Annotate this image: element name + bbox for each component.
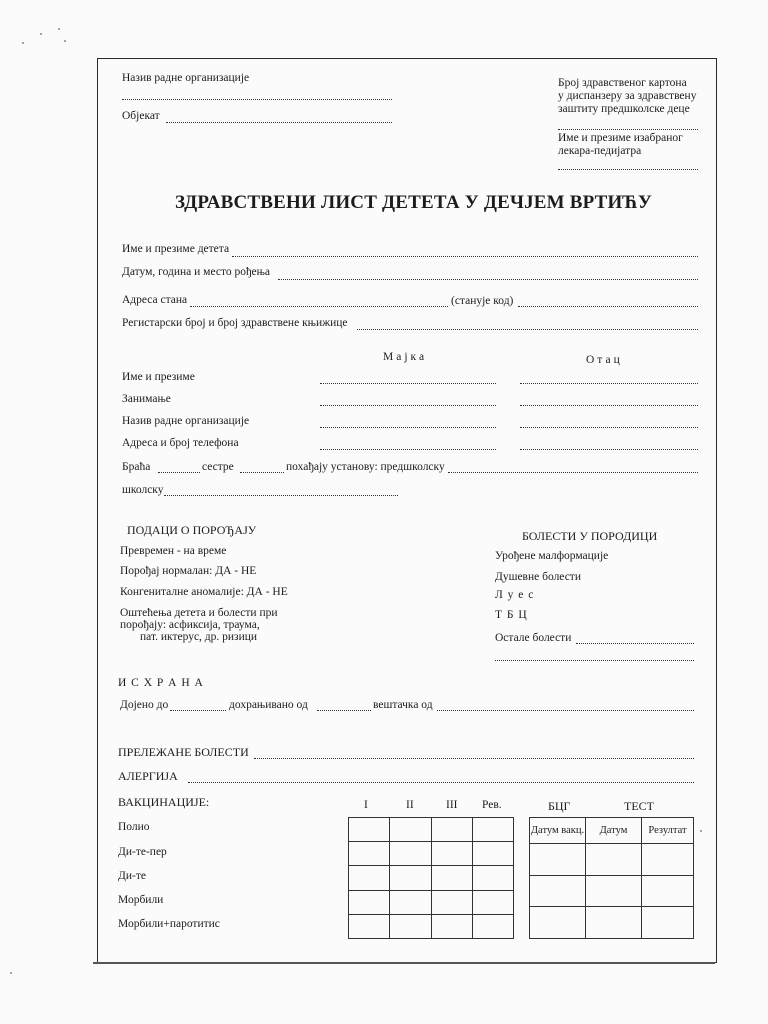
mother-address-field[interactable] xyxy=(320,449,496,450)
grid-cell[interactable] xyxy=(431,914,472,938)
org-field[interactable] xyxy=(122,99,392,100)
allergy-field[interactable] xyxy=(188,782,694,783)
artificial-field[interactable] xyxy=(437,710,694,711)
father-address-field[interactable] xyxy=(520,449,698,450)
col-ii: II xyxy=(406,799,414,811)
lues-label: Л у е с xyxy=(495,589,535,601)
grid-cell[interactable] xyxy=(642,907,694,939)
grid-cell[interactable] xyxy=(530,907,586,939)
injuries-label: Оштећења детета и болести при порођају: асфиксија, траума, пат. иктерус, др. ризици xyxy=(120,607,278,643)
grid-cell[interactable] xyxy=(349,842,390,866)
attend-label: похађају установу: предшколску xyxy=(286,461,445,473)
illnesses-field[interactable] xyxy=(254,758,694,759)
parent-occupation-label: Занимање xyxy=(122,393,171,405)
parent-name-label: Име и презиме xyxy=(122,371,195,383)
malformations-label: Урођене малформације xyxy=(495,550,609,562)
vacc-row-morbili: Морбили xyxy=(118,894,164,906)
grid-cell[interactable] xyxy=(472,842,513,866)
grid-cell[interactable] xyxy=(586,907,642,939)
allergy-label: АЛЕРГИЈА xyxy=(118,769,178,783)
grid-cell[interactable] xyxy=(390,914,431,938)
tbc-label: Т Б Ц xyxy=(495,609,528,621)
vacc-row-polio: Полио xyxy=(118,821,150,833)
vaccination-heading: ВАКЦИНАЦИЈЕ: xyxy=(118,795,210,809)
grid-cell[interactable] xyxy=(349,890,390,914)
grid-cell[interactable] xyxy=(586,875,642,907)
school-field[interactable] xyxy=(164,495,398,496)
grid-cell[interactable] xyxy=(431,842,472,866)
mental-label: Душевне болести xyxy=(495,571,581,583)
grid-cell[interactable] xyxy=(349,866,390,890)
grid-cell[interactable] xyxy=(472,890,513,914)
sisters-field[interactable] xyxy=(240,472,284,473)
child-name-field[interactable] xyxy=(232,256,698,257)
test-result-header: Резултат xyxy=(642,818,694,844)
family-diseases-heading: БОЛЕСТИ У ПОРОДИЦИ xyxy=(522,529,658,543)
card-number-label: Број здравственог картона у диспанзеру за здравствену заштиту предшколске деце xyxy=(558,77,697,115)
mother-org-field[interactable] xyxy=(320,427,496,428)
postal-label: (стануje код) xyxy=(451,295,514,307)
registry-label: Регистарски број и број здравствене књижице xyxy=(122,317,348,329)
org-label: Назив радне организације xyxy=(122,72,250,84)
supplemented-label: дохрањивано од xyxy=(229,699,308,711)
grid-cell[interactable] xyxy=(349,818,390,842)
address-label: Адреса стана xyxy=(122,294,188,306)
bcg-heading: БЦГ xyxy=(548,799,571,813)
illnesses-label: ПРЕЛЕЖАНЕ БОЛЕСТИ xyxy=(118,745,249,759)
brothers-field[interactable] xyxy=(158,472,200,473)
col-iii: III xyxy=(446,799,458,811)
father-occupation-field[interactable] xyxy=(520,405,698,406)
other-diseases-field[interactable] xyxy=(576,643,694,644)
grid-cell[interactable] xyxy=(530,844,586,876)
form-title: ЗДРАВСТВЕНИ ЛИСТ ДЕТЕТА У ДЕЧЈЕМ ВРТИЋУ xyxy=(175,192,653,213)
birth-data-heading: ПОДАЦИ О ПОРОЂАЈУ xyxy=(127,523,257,537)
grid-cell[interactable] xyxy=(390,866,431,890)
breastfed-field[interactable] xyxy=(170,710,226,711)
registry-field[interactable] xyxy=(357,329,698,330)
grid-cell[interactable] xyxy=(431,818,472,842)
bcg-grid xyxy=(529,817,694,939)
address-field[interactable] xyxy=(190,306,448,307)
normal-birth-label: Порођај нормалан: ДА - НЕ xyxy=(120,565,257,577)
vacc-row-morbili-parotitis: Морбили+паротитис xyxy=(118,918,220,930)
grid-cell[interactable] xyxy=(642,844,694,876)
test-date-header: Датум xyxy=(586,818,642,844)
grid-cell[interactable] xyxy=(586,844,642,876)
doctor-field[interactable] xyxy=(558,169,698,170)
parent-address-label: Адреса и број телефона xyxy=(122,437,239,449)
father-name-field[interactable] xyxy=(520,383,698,384)
test-heading: ТЕСТ xyxy=(624,799,654,813)
vacc-row-ditepe: Ди-те-пер xyxy=(118,846,167,858)
nutrition-heading: И С Х Р А Н А xyxy=(118,677,204,689)
grid-cell[interactable] xyxy=(431,890,472,914)
vaccination-grid xyxy=(348,817,514,939)
mother-name-field[interactable] xyxy=(320,383,496,384)
birth-field[interactable] xyxy=(278,279,698,280)
anomalies-label: Конгениталне аномалије: ДА - НЕ xyxy=(120,586,288,598)
vacc-row-dite: Ди-те xyxy=(118,870,146,882)
doctor-label: Име и презиме изабраног лекара-педијатра xyxy=(558,132,683,157)
postal-field[interactable] xyxy=(518,306,698,307)
parent-org-label: Назив радне организације xyxy=(122,415,250,427)
other-diseases-label: Остале болести xyxy=(495,632,572,644)
father-org-field[interactable] xyxy=(520,427,698,428)
father-heading: Отац xyxy=(586,354,623,366)
preschool-field[interactable] xyxy=(448,472,698,473)
breastfed-label: Дојено до xyxy=(120,699,169,711)
grid-cell[interactable] xyxy=(390,890,431,914)
card-number-field[interactable] xyxy=(558,129,698,130)
other-diseases-field-2[interactable] xyxy=(495,660,694,661)
grid-cell[interactable] xyxy=(530,875,586,907)
grid-cell[interactable] xyxy=(390,842,431,866)
grid-cell[interactable] xyxy=(472,914,513,938)
mother-heading: Мајка xyxy=(383,351,428,363)
brothers-label: Браћа xyxy=(122,461,151,473)
col-rev: Рев. xyxy=(482,799,502,811)
school-label: школску xyxy=(122,484,164,496)
term-label: Превремен - на време xyxy=(120,545,227,557)
grid-cell[interactable] xyxy=(349,914,390,938)
grid-cell[interactable] xyxy=(472,866,513,890)
unit-field[interactable] xyxy=(166,122,392,123)
unit-label: Објекат xyxy=(122,110,160,122)
sisters-label: сестре xyxy=(202,461,234,473)
birth-label: Датум, година и место рођења xyxy=(122,266,271,278)
artificial-label: вештачка од xyxy=(373,699,433,711)
grid-cell[interactable] xyxy=(431,866,472,890)
mother-occupation-field[interactable] xyxy=(320,405,496,406)
supplemented-field[interactable] xyxy=(317,710,371,711)
col-i: I xyxy=(364,799,368,811)
grid-cell[interactable] xyxy=(390,818,431,842)
bcg-date-header: Датум вакц. xyxy=(530,818,586,844)
grid-cell[interactable] xyxy=(642,875,694,907)
form-shadow-line xyxy=(93,962,715,964)
child-name-label: Име и презиме детета xyxy=(122,243,230,255)
grid-cell[interactable] xyxy=(472,818,513,842)
